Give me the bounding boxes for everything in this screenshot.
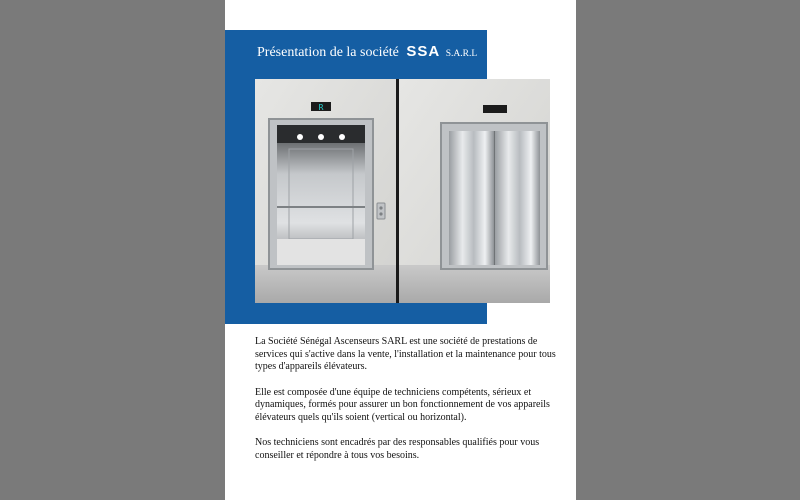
cabin-floor — [277, 239, 365, 265]
photo-divider — [396, 79, 399, 303]
ceiling-light — [318, 134, 324, 140]
page-title — [257, 43, 477, 61]
ceiling-light — [297, 134, 303, 140]
right-door-right-panel — [495, 131, 540, 265]
body-text — [255, 336, 565, 475]
elevators-illustration — [255, 79, 550, 303]
right-door-left-panel — [449, 131, 494, 265]
document-page — [225, 0, 576, 500]
brand-logo: SSA — [406, 43, 441, 60]
brand-suffix: S.A.R.L — [445, 49, 478, 59]
left-floor — [255, 265, 396, 303]
ceiling-light — [339, 134, 345, 140]
call-button-panel — [377, 203, 385, 219]
elevators-photo — [255, 79, 550, 303]
call-button-up — [379, 206, 382, 209]
floor-indicator-text: R — [318, 103, 324, 112]
paragraph: La Société Sénégal Ascenseurs SARL est une société de prestations de services qui s'active dans la vente, l'installation et la maintenance pour tous types d'appareils élévateurs. — [255, 336, 556, 372]
right-floor — [399, 265, 550, 303]
title-text: Présentation de la société — [257, 45, 399, 60]
right-floor-indicator — [483, 105, 507, 113]
paragraph: Nos techniciens sont encadrés par des responsables qualifiés pour vous conseiller et répondre à tous vos besoins. — [255, 437, 540, 461]
paragraph: Elle est composée d'une équipe de techniciens compétents, sérieux et dynamiques, formés pour assurer un bon fonctionnement de vos appareils élévateurs quels qu'ils soient (vertical ou horizontal). — [255, 386, 550, 423]
call-button-down — [379, 212, 382, 215]
